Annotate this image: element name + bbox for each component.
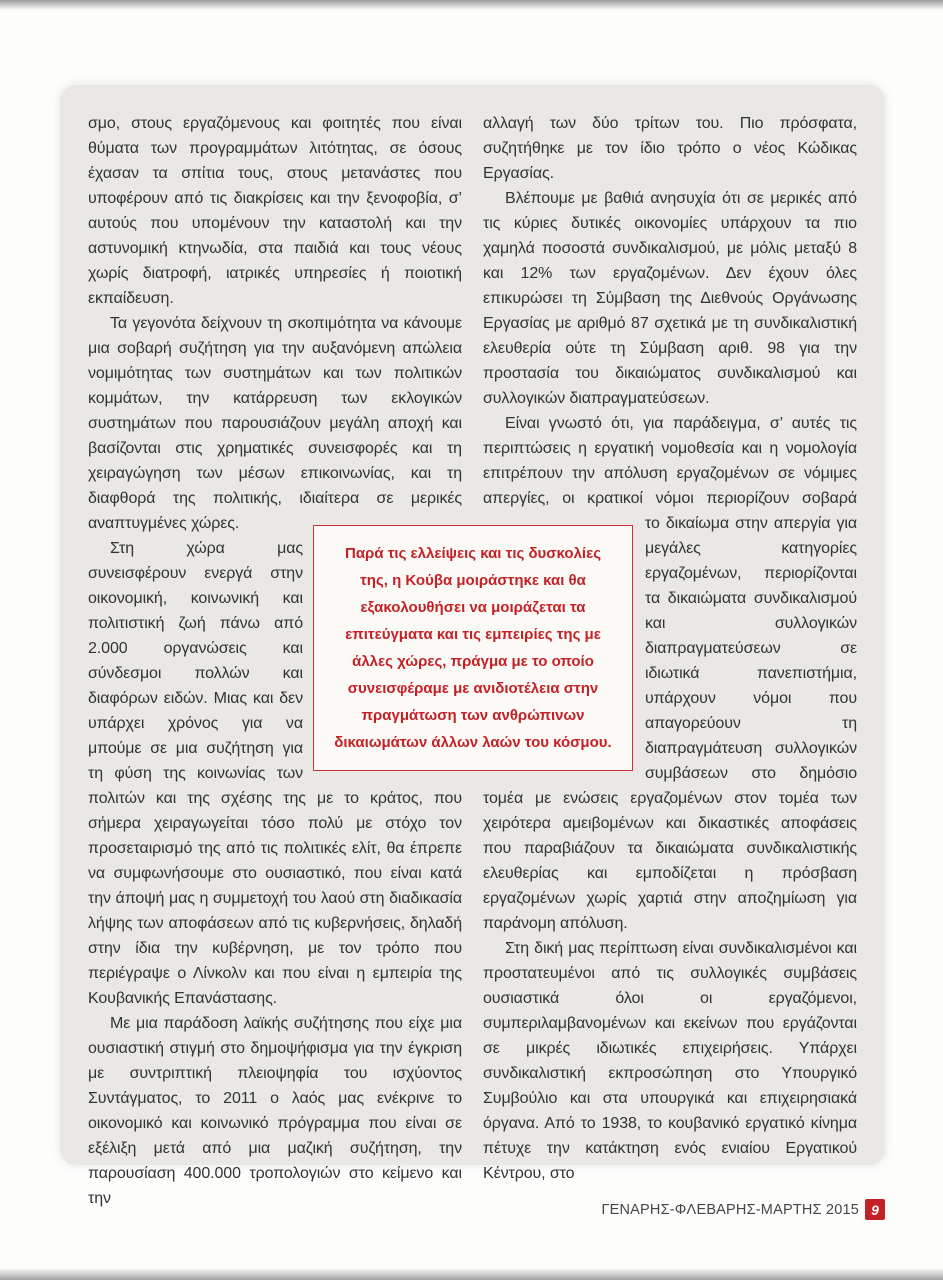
- page-footer: [601, 1199, 885, 1220]
- pull-quote-text: Παρά τις ελλείψεις και τις δυσκολίες της, η Κούβα μοιράστηκε και θα εξακολουθήσει να μοιράζεται τα επιτεύγματα και τις εμπειρίες της με άλλες χώρες, πράγμα με το οποίο συνεισφέραμε με ανιδιοτέλεια στην πραγμάτωση των ανθρώπινων δικαιωμάτων άλλων λαών του κόσμου.: [334, 545, 612, 751]
- paragraph-right-3-continuation: το δικαίωμα στην απεργία για μεγάλες κατηγορίες εργαζομένων, περιορίζονται τα δικαιώματα συνδικαλισμού και συλλογικών διαπραγματεύσεων σε ιδιωτικά πανεπιστήμια, υπάρχουν νόμοι που απαγορεύουν τη διαπραγμάτευση συλλογικών συμβάσεων στο δημόσιο τομέα με ενώσεις εργαζομένων στον τομέα των χειρότερα αμειβομένων και δικαστικές αποφάσεις που παραβιάζουν τα δικαιώματα συνδικαλιστικής ελευθερίας και εμποδίζεται η πρόσβαση εργαζομένων χωρίς χαρτιά στην αποζημίωση για παράνομη απόλυση.: [483, 515, 857, 932]
- paragraph-right-4: Στη δική μας περίπτωση είναι συνδικαλισμένοι και προστατευμένοι από τις συλλογικές συμβάσεις ουσιαστικά όλοι οι εργαζόμενοι, συμπεριλαμβανομένων και εκείνων που εργάζονται σε μικρές ιδιωτικές επιχειρήσεις. Υπάρχει συνδικαλιστική εκπροσώπηση στο Υπουργικό Συμβούλιο και στα υπουργικά και επιχειρησιακά όργανα. Από το 1938, το κουβανικό εργατικό κίνημα πέτυχε την κατάκτηση ενός ενιαίου Εργατικού Κέντρου, στο: [483, 940, 857, 1182]
- article-card: [60, 85, 885, 1207]
- page-number-badge: 9: [865, 1199, 885, 1220]
- paragraph-right-2: Βλέπουμε με βαθιά ανησυχία ότι σε μερικές από τις κύριες δυτικές οικονομίες υπάρχουν τα πιο χαμηλά ποσοστά συνδικαλισμού, με μόλις μεταξύ 8 και 12% των εργαζομένων. Δεν έχουν όλες επικυρώσει τη Σύμβαση της Διεθνούς Οργάνωσης Εργασίας με αριθμό 87 σχετικά με τη συνδικαλιστική ελευθερία ούτε τη Σύμβαση αριθ. 98 για την προστασία του δικαιώματος συνδικαλισμού και συλλογικών διαπραγματεύσεων.: [483, 190, 857, 407]
- paragraph-right-1: αλλαγή των δύο τρίτων του. Πιο πρόσφατα, συζητήθηκε με τον ίδιο τρόπο ο νέος Κώδικας Εργασίας.: [483, 115, 857, 182]
- paragraph-left-1: σμο, στους εργαζόμενους και φοιτητές που είναι θύματα των προγραμμάτων λιτότητας, σε όσους έχασαν τα σπίτια τους, στους μετανάστες που υποφέρουν από τις διακρίσεις και την ξενοφοβία, σ’ αυτούς που υπομένουν την καταστολή και την αστυνομική κτηνωδία, στα παιδιά και τους νέους χωρίς διατροφή, ιατρικές υπηρεσίες ή ποιοτική εκπαίδευση.: [88, 115, 462, 307]
- scan-edge-bottom: [0, 1268, 943, 1280]
- paragraph-left-2: Τα γεγονότα δείχνουν τη σκοπιμότητα να κάνουμε μια σοβαρή συζήτηση για την αυξανόμενη απώλεια νομιμότητας των συστημάτων και των πολιτικών κομμάτων, την κατάρρευση των εκλογικών συστημάτων που παρουσιάζουν μεγάλη αποχή και βασίζονται στις χρηματικές συνεισφορές και τη χειραγώγηση των μέσων επικοινωνίας, και τη διαφθορά της πολιτικής, ιδιαίτερα σε μερικές αναπτυγμένες χώρες.: [88, 315, 462, 532]
- issue-date-label: ΓΕΝΑΡΗΣ-ΦΛΕΒΑΡΗΣ-ΜΑΡΤΗΣ 2015: [601, 1201, 859, 1218]
- pull-quote-box: [313, 525, 633, 771]
- paragraph-left-4: Με μια παράδοση λαϊκής συζήτησης που είχε μια ουσιαστική στιγμή στο δημοψήφισμα για την έγκριση με συντριπτική πλειοψηφία του ισχύοντος Συντάγματος, το 2011 ο λαός μας ενέκρινε το οικονομικό και κοινωνικό πρόγραμμα που είναι σε εξέλιξη μετά από μια μαζική συζήτηση, την παρουσίαση 400.000 τροπολογιών στο κείμενο και την: [88, 1015, 462, 1207]
- paragraph-left-3: Στη χώρα μας συνεισφέρουν ενεργά στην οικονομική, κοινωνική και πολιτιστική ζωή πάνω από 2.000 οργανώσεις και σύνδεσμοι πολλών και διαφόρων ειδών. Μιας και δεν υπάρχει χρόνος για να μπούμε σε μια συζήτηση για τη φύση της κοινωνίας των πολιτών και της σχέσης της με το κράτος, που σήμερα χειραγωγείται τόσο πολύ με στόχο τον προσεταιρισμό της από τις πολιτικές ελίτ, θα έπρεπε να συμφωνήσουμε στο ουσιαστικό, που είναι κατά την άποψή μας η συμμετοχή του λαού στη διαδικασία λήψης των αποφάσεων από τις κυβερνήσεις, δηλαδή στην ίδια την κυβέρνηση, με τον τρόπο που περιέγραψε ο Λίνκολν και που είναι η εμπειρία της Κουβανικής Επανάστασης.: [88, 540, 462, 1007]
- scan-edge-top: [0, 0, 943, 10]
- paragraph-right-3-start: Είναι γνωστό ότι, για παράδειγμα, σ’ αυτές τις περιπτώσεις η εργατική νομοθεσία και η νομολογία επιτρέπουν την απόλυση εργαζομένων σε νόμιμες απεργίες, οι κρατικοί νόμοι περιορίζουν σοβαρά: [483, 415, 857, 507]
